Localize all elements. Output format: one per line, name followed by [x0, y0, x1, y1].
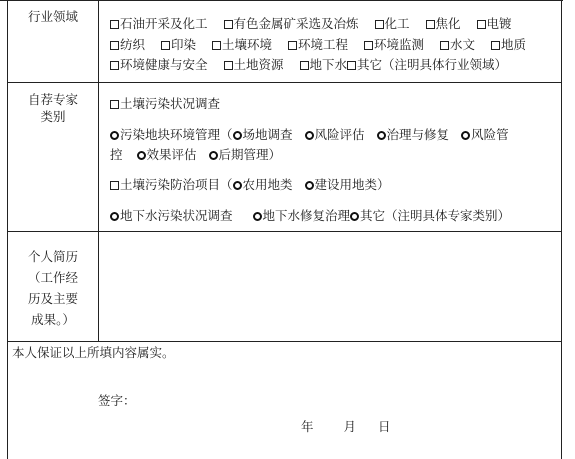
radio-groundwater-remediation[interactable] — [253, 212, 262, 221]
checkbox-env-health-safety[interactable] — [110, 61, 119, 70]
date-month-label: 月 — [343, 419, 357, 434]
checkbox-geology[interactable] — [491, 41, 500, 50]
declaration-statement: 本人保证以上所填内容属实。 — [12, 345, 175, 360]
site-management-line-2 — [110, 147, 281, 163]
option-risk-control-tail: 控 — [110, 147, 123, 162]
specialty-label-line-2: 类别 — [40, 109, 66, 124]
checkbox-groundwater[interactable] — [300, 61, 309, 70]
option-soil-survey: 土壤污染状况调查 — [120, 96, 221, 111]
option-risk-control: 风险管 — [471, 127, 509, 142]
option-coking: 焦化 — [435, 16, 461, 31]
option-effect-evaluation: 效果评估 — [146, 147, 197, 162]
option-hydrology: 水文 — [450, 37, 476, 52]
option-env-monitoring: 环境监测 — [374, 37, 425, 52]
specialty-label-line-1: 自荐专家 — [27, 92, 78, 107]
soil-survey-option — [110, 96, 220, 112]
table-border-right — [561, 0, 562, 459]
industry-options-row-2 — [110, 37, 526, 53]
option-env-engineering: 环境工程 — [298, 37, 349, 52]
option-other-specialty: 其它（注明具体专家类别） — [360, 208, 511, 223]
soil-prevention-line — [110, 177, 390, 193]
radio-other-specialty[interactable] — [350, 212, 359, 221]
checkbox-hydrology[interactable] — [440, 41, 449, 50]
radio-effect-evaluation[interactable] — [137, 151, 146, 160]
specialty-label — [8, 91, 98, 125]
checkbox-coking[interactable] — [426, 20, 435, 29]
site-management-line-1 — [110, 127, 509, 143]
option-env-health-safety: 环境健康与安全 — [120, 57, 208, 72]
option-remediation: 治理与修复 — [386, 127, 450, 142]
option-geology: 地质 — [501, 37, 527, 52]
option-site-management: 污染地块环境管理（ — [120, 127, 233, 142]
option-groundwater: 地下水 — [309, 57, 348, 72]
checkbox-env-engineering[interactable] — [288, 41, 297, 50]
row-divider-specialty — [7, 231, 562, 232]
option-site-investigation: 场地调查 — [242, 127, 293, 142]
radio-remediation[interactable] — [377, 131, 386, 140]
radio-agricultural-land[interactable] — [233, 181, 242, 190]
checkbox-soil-environment[interactable] — [212, 41, 221, 50]
checkbox-petroleum[interactable] — [110, 20, 119, 29]
option-soil-prevention: 土壤污染防治项目（ — [120, 177, 233, 192]
resume-content-field[interactable] — [100, 233, 560, 340]
checkbox-chemical[interactable] — [375, 20, 384, 29]
option-agricultural-land: 农用地类 — [242, 177, 293, 192]
checkbox-dyeing[interactable] — [161, 41, 170, 50]
table-border-left — [7, 0, 8, 459]
option-post-management: 后期管理） — [218, 147, 282, 162]
resume-label — [8, 246, 98, 330]
resume-label-line-4: 成果。） — [31, 312, 75, 327]
option-groundwater-remediation: 地下水修复治理 — [262, 208, 351, 223]
checkbox-soil-prevention[interactable] — [110, 181, 119, 190]
checkbox-soil-survey[interactable] — [110, 100, 119, 109]
option-soil-environment: 土壤环境 — [222, 37, 273, 52]
radio-site-investigation[interactable] — [233, 131, 242, 140]
table-border-top-stub — [0, 0, 563, 1]
label-column-divider — [98, 0, 99, 341]
radio-risk-assessment[interactable] — [305, 131, 314, 140]
checkbox-electroplating[interactable] — [477, 20, 486, 29]
option-groundwater-survey: 地下水污染状况调查 — [120, 208, 233, 223]
checkbox-textile[interactable] — [110, 41, 119, 50]
checkbox-nonferrous[interactable] — [224, 20, 233, 29]
resume-label-line-2: （工作经 — [27, 270, 78, 285]
signature-field[interactable] — [132, 390, 292, 410]
row-divider-resume — [7, 341, 562, 342]
radio-post-management[interactable] — [209, 151, 218, 160]
signature-label: 签字： — [98, 393, 136, 408]
resume-label-line-3: 历及主要 — [27, 291, 78, 306]
radio-risk-control[interactable] — [461, 131, 470, 140]
resume-label-line-1: 个人简历 — [27, 249, 78, 264]
checkbox-env-monitoring[interactable] — [364, 41, 373, 50]
option-chemical: 化工 — [384, 16, 410, 31]
option-electroplating: 电镀 — [486, 16, 512, 31]
option-other-industry: 其它（注明具体行业领域） — [357, 57, 508, 72]
checkbox-other-industry[interactable] — [347, 61, 356, 70]
radio-site-management[interactable] — [110, 131, 119, 140]
date-line — [301, 419, 391, 435]
date-year-label: 年 — [301, 419, 314, 434]
option-risk-assessment: 风险评估 — [314, 127, 365, 142]
option-textile: 纺织 — [120, 37, 146, 52]
groundwater-line — [110, 208, 510, 224]
option-construction-land: 建设用地类） — [314, 177, 390, 192]
radio-groundwater-survey[interactable] — [110, 212, 119, 221]
row-divider-industry — [7, 82, 562, 83]
radio-construction-land[interactable] — [305, 181, 314, 190]
industry-label: 行业领域 — [27, 9, 78, 24]
checkbox-land-resources[interactable] — [224, 61, 233, 70]
option-dyeing: 印染 — [171, 37, 197, 52]
option-land-resources: 土地资源 — [233, 57, 284, 72]
industry-options-row-3 — [110, 57, 507, 73]
option-petroleum: 石油开采及化工 — [120, 16, 208, 31]
option-nonferrous: 有色金属矿采选及冶炼 — [233, 16, 359, 31]
industry-options-row-1 — [110, 16, 512, 32]
date-day-label: 日 — [378, 419, 391, 434]
